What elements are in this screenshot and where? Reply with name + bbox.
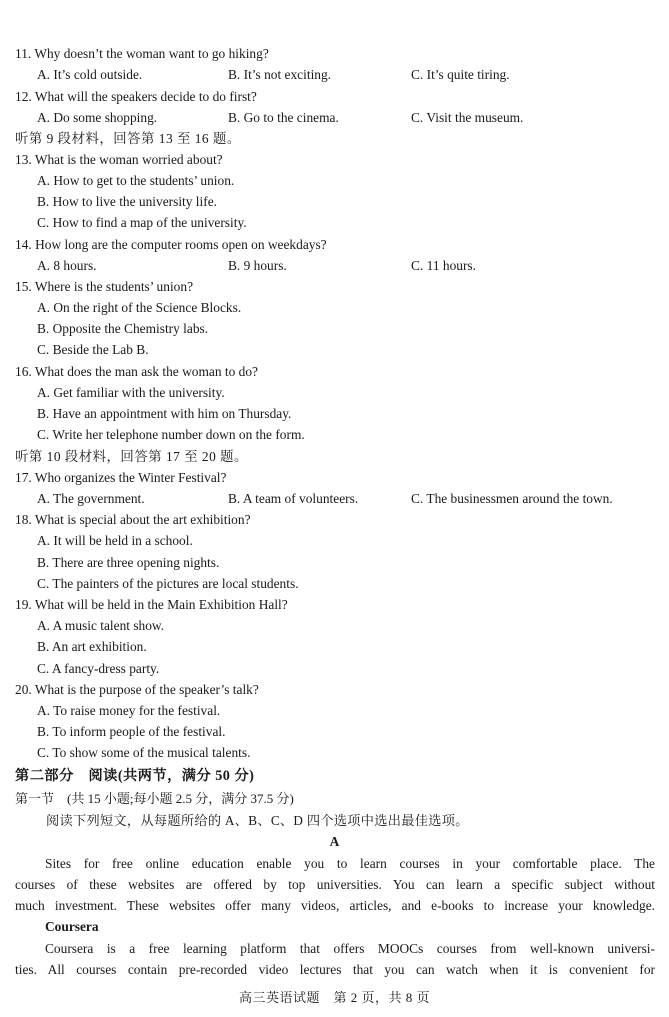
question-18-option-b: B. There are three opening nights.: [37, 555, 220, 570]
question-13-option-a: A. How to get to the students’ union.: [37, 173, 235, 188]
question-15-option-c: C. Beside the Lab B.: [37, 342, 149, 357]
passage-paragraph-1-line-3: much investment. These websites offer many videos, articles, and e-books to increase your knowledge.: [15, 898, 655, 913]
coursera-heading: Coursera: [45, 919, 99, 934]
question-17-stem: 17. Who organizes the Winter Festival?: [15, 470, 227, 485]
question-19-option-a: A. A music talent show.: [37, 618, 165, 633]
question-13-option-c: C. How to find a map of the university.: [37, 215, 247, 230]
question-18-stem: 18. What is special about the art exhibition?: [15, 512, 251, 527]
question-13-option-b: B. How to live the university life.: [37, 194, 218, 209]
question-20-option-c: C. To show some of the musical talents.: [37, 745, 251, 760]
question-15-option-b: B. Opposite the Chemistry labs.: [37, 321, 209, 336]
listening-instruction-10: 听第 10 段材料，回答第 17 至 20 题。: [15, 449, 248, 464]
question-20-stem: 20. What is the purpose of the speaker’s talk?: [15, 682, 259, 697]
question-19-stem: 19. What will be held in the Main Exhibition Hall?: [15, 597, 288, 612]
passage-paragraph-2-line-2: ties. All courses contain pre-recorded video lectures that you can watch when it is convenient for: [15, 962, 655, 977]
part-two-heading: 第二部分 阅读(共两节，满分 50 分): [15, 768, 255, 784]
question-11-option-a: A. It’s cold outside.: [37, 67, 143, 82]
question-19-option-b: B. An art exhibition.: [37, 639, 147, 654]
question-13-stem: 13. What is the woman worried about?: [15, 152, 223, 167]
question-17-option-c: C. The businessmen around the town.: [411, 491, 613, 506]
page-footer: 高三英语试题 第 2 页，共 8 页: [238, 990, 430, 1005]
question-12-option-c: C. Visit the museum.: [411, 110, 524, 125]
listening-instruction-9: 听第 9 段材料，回答第 13 至 16 题。: [15, 131, 241, 146]
question-16-option-a: A. Get familiar with the university.: [37, 385, 225, 400]
question-20-option-b: B. To inform people of the festival.: [37, 724, 226, 739]
question-20-option-a: A. To raise money for the festival.: [37, 703, 221, 718]
passage-paragraph-2-line-1: Coursera is a free learning platform that offers MOOCs courses from well-known universi-: [45, 941, 655, 956]
question-11-stem: 11. Why doesn’t the woman want to go hiking?: [15, 46, 269, 61]
question-11-option-c: C. It’s quite tiring.: [411, 67, 510, 82]
question-14-option-c: C. 11 hours.: [411, 258, 476, 273]
reading-instruction: 阅读下列短文，从每题所给的 A、B、C、D 四个选项中选出最佳选项。: [46, 813, 469, 828]
section-one-heading: 第一节 (共 15 小题;每小题 2.5 分，满分 37.5 分): [15, 791, 294, 806]
question-16-option-b: B. Have an appointment with him on Thursday.: [37, 406, 292, 421]
question-16-stem: 16. What does the man ask the woman to do?: [15, 364, 258, 379]
question-14-option-b: B. 9 hours.: [228, 258, 287, 273]
question-17-option-b: B. A team of volunteers.: [228, 491, 359, 506]
question-12-option-a: A. Do some shopping.: [37, 110, 158, 125]
question-17-option-a: A. The government.: [37, 491, 145, 506]
question-11-option-b: B. It’s not exciting.: [228, 67, 332, 82]
question-12-stem: 12. What will the speakers decide to do first?: [15, 89, 257, 104]
question-14-stem: 14. How long are the computer rooms open on weekdays?: [15, 237, 327, 252]
passage-paragraph-1-line-1: Sites for free online education enable you to learn courses in your comfortable place. The: [45, 856, 655, 871]
question-18-option-c: C. The painters of the pictures are local students.: [37, 576, 299, 591]
passage-paragraph-1-line-2: courses of these websites are offered by top universities. You can learn a specific subject without: [15, 877, 655, 892]
question-19-option-c: C. A fancy-dress party.: [37, 661, 160, 676]
question-14-option-a: A. 8 hours.: [37, 258, 97, 273]
question-15-stem: 15. Where is the students’ union?: [15, 279, 194, 294]
question-15-option-a: A. On the right of the Science Blocks.: [37, 300, 242, 315]
passage-label: A: [329, 834, 340, 849]
question-18-option-a: A. It will be held in a school.: [37, 533, 193, 548]
question-16-option-c: C. Write her telephone number down on the form.: [37, 427, 305, 442]
question-12-option-b: B. Go to the cinema.: [228, 110, 339, 125]
